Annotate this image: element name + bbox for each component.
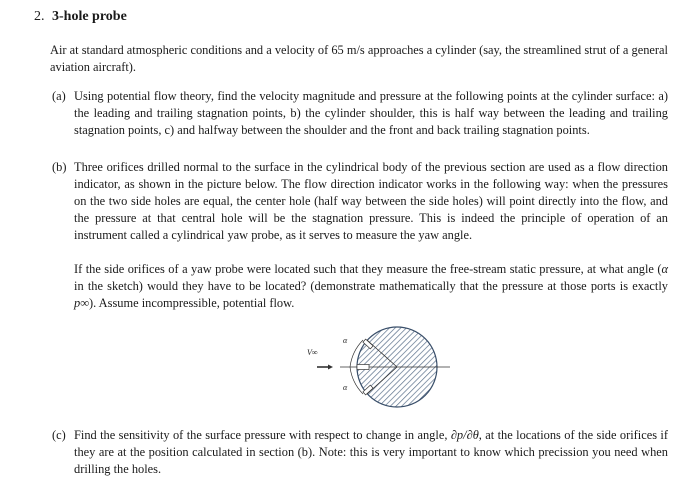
item-a-marker: (a) <box>52 89 66 103</box>
alpha-symbol: α <box>661 262 668 276</box>
problem-title: 3-hole probe <box>52 9 127 24</box>
item-b-question <box>74 261 668 312</box>
item-b-question-part1: If the side orifices of a yaw probe were located such that they measure the free-stream static pressure, at what angle ( <box>74 262 662 276</box>
item-c-part1: Find the sensitivity of the surface pressure with respect to change in angle, <box>74 428 451 442</box>
yaw-probe-sketch <box>295 320 455 415</box>
problem-number: 2. <box>34 9 45 24</box>
velocity-label: V∞ <box>307 348 318 357</box>
angle-label-top: α <box>343 336 348 345</box>
item-c-part2: , at the locations of the side orifices if they are at the position calculated in section (b). Note: this is very important to know which precission you need when drilling the holes. <box>74 428 668 476</box>
item-b-marker: (b) <box>52 160 67 174</box>
item-b-question-part2: in the sketch) would they have to be located? (demonstrate mathematically that the pressure at those ports is exactly <box>74 279 668 293</box>
velocity-arrow-head <box>328 365 333 370</box>
item-b-question-part3: ). Assume incompressible, potential flow. <box>89 296 295 310</box>
p-infinity-symbol: p∞ <box>74 296 90 310</box>
item-b-text: Three orifices drilled normal to the surface in the cylindrical body of the previous section are used as a flow direction indicator, as shown in the picture below. The flow direction indicator works in the following way: when the pressures on the two side holes are equal, the center hole (half way between the side holes) will point directly into the flow, and the pressure at that central hole will be the stagnation pressure. This is indeed the principle of operation of an instrument called a cylindrical yaw probe, as it serves to measure the yaw angle. <box>74 160 668 242</box>
derivative-symbol: ∂p/∂θ <box>450 428 479 442</box>
center-orifice <box>357 365 369 370</box>
yaw-probe-figure <box>295 320 455 415</box>
item-a-text: Using potential flow theory, find the velocity magnitude and pressure at the following points at the cylinder surface: a) the leading and trailing stagnation points, b) the cylinder shoulder, this is half way between the leading and trailing stagnation points, c) and halfway between the shoulder and the front and back trailing stagnation points. <box>74 89 668 137</box>
angle-label-bottom: α <box>343 383 348 392</box>
problem-heading <box>34 9 127 25</box>
item-c-marker: (c) <box>52 428 66 442</box>
problem-intro: Air at standard atmospheric conditions and a velocity of 65 m/s approaches a cylinder (say, the streamlined strut of a general aviation aircraft). <box>50 43 668 74</box>
item-c-text <box>74 427 668 478</box>
